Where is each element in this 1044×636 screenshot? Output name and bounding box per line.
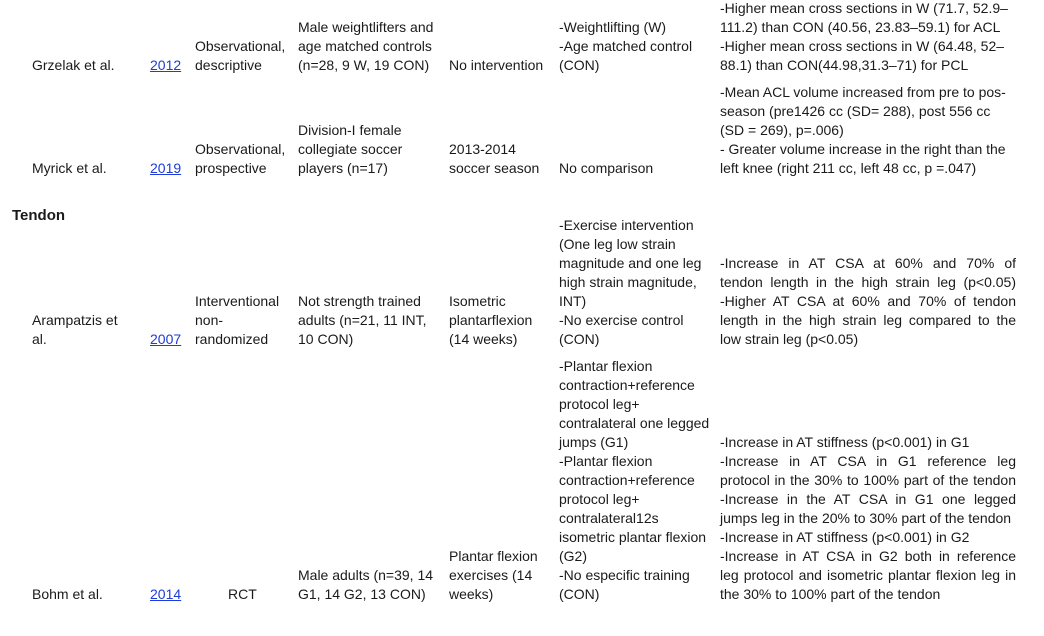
row-2-intervention-line: 2013-2014 <box>449 141 516 157</box>
row-1-comparison-line: (CON) <box>559 57 600 73</box>
year-link-3[interactable]: 2007 <box>150 331 182 347</box>
row-4-results-line: -Increase in AT stiffness (p<0.001) in G1 <box>720 434 970 450</box>
row-2-intervention-line: soccer season <box>449 160 540 176</box>
row-4-results-line: -Increase in AT CSA in G2 both in reference <box>720 548 1016 564</box>
section-heading-tendon: Tendon <box>12 207 66 224</box>
row-2-results-line: season (pre1426 cc (SD= 288), post 556 cc <box>720 103 991 119</box>
row-4-results-line: jumps leg in the 20% to 30% part of the tendon <box>720 510 1012 526</box>
row-4-comparison-line: -Plantar flexion <box>559 453 653 469</box>
row-3-results-line: tendon length in the high strain leg (p<0.05) <box>720 274 1016 290</box>
row-4-comparison-line: isometric plantar flexion <box>559 529 707 545</box>
row-4-results-line: -Increase in AT stiffness (p<0.001) in G2 <box>720 529 970 545</box>
row-4-comparison-line: contralateral12s <box>559 510 659 526</box>
row-3-author-line: al. <box>32 331 47 347</box>
row-1-participants-line: (n=28, 9 W, 19 CON) <box>298 57 430 73</box>
row-3-results-line: low strain leg (p<0.05) <box>720 331 859 347</box>
row-3-author-line: Arampatzis et <box>32 312 118 328</box>
row-1-participants-line: age matched controls <box>298 38 432 54</box>
row-3-design-line: Interventional <box>195 293 280 309</box>
row-3-comparison-line: high strain magnitude, <box>559 274 697 290</box>
row-3-intervention-line: (14 weeks) <box>449 331 518 347</box>
row-3-comparison-line: -Exercise intervention <box>559 217 694 233</box>
row-4-design-line: RCT <box>228 586 257 602</box>
row-1-intervention-line: No intervention <box>449 57 544 73</box>
row-1-results-line: -Higher mean cross sections in W (71.7, 52.9– <box>720 0 1008 16</box>
row-3-results-line: -Increase in AT CSA at 60% and 70% of <box>720 255 1016 271</box>
row-3-participants-line: adults (n=21, 11 INT, <box>298 312 427 328</box>
row-1-design-line: Observational, <box>195 38 286 54</box>
year-link-2[interactable]: 2019 <box>150 160 182 176</box>
year-link-4[interactable]: 2014 <box>150 586 182 602</box>
row-2-design-line: Observational, <box>195 141 286 157</box>
row-3-comparison-line: -No exercise control <box>559 312 684 328</box>
row-4-comparison-line: jumps (G1) <box>559 434 629 450</box>
row-4-comparison-line: -Plantar flexion <box>559 358 653 374</box>
row-3-results-line: length in the high strain leg compared to the <box>720 312 1016 328</box>
row-3-comparison-line: INT) <box>559 293 587 309</box>
row-4-participants-line: Male adults (n=39, 14 <box>298 567 434 583</box>
row-2-design-line: prospective <box>195 160 267 176</box>
row-4-comparison-line: protocol leg+ <box>559 396 640 412</box>
row-4-author-line: Bohm et al. <box>32 586 103 602</box>
row-3-intervention-line: Isometric <box>449 293 506 309</box>
row-2-participants-line: collegiate soccer <box>298 141 403 157</box>
row-3-design-line: randomized <box>195 331 269 347</box>
row-3-comparison-line: magnitude and one leg <box>559 255 702 271</box>
row-4-results-line: leg protocol and isometric plantar flexion leg in <box>720 567 1016 583</box>
row-4-intervention-line: weeks) <box>449 586 494 602</box>
row-2-participants-line: players (n=17) <box>298 160 388 176</box>
year-link-1[interactable]: 2012 <box>150 57 182 73</box>
row-3-participants-line: Not strength trained <box>298 293 421 309</box>
row-4-results-line: -Increase in the AT CSA in G1 one legged <box>720 491 1016 507</box>
row-4-participants-line: G1, 14 G2, 13 CON) <box>298 586 426 602</box>
row-3-results-line: -Higher AT CSA at 60% and 70% of tendon <box>720 293 1016 309</box>
row-3-participants-line: 10 CON) <box>298 331 354 347</box>
row-1-results-line: -Higher mean cross sections in W (64.48, 52– <box>720 38 1005 54</box>
row-4-comparison-line: (G2) <box>559 548 587 564</box>
row-1-participants-line: Male weightlifters and <box>298 19 434 35</box>
row-1-comparison-line: -Age matched control <box>559 38 693 54</box>
row-4-results-line: the 30% to 100% part of the tendon <box>720 586 941 602</box>
row-3-comparison-line: (CON) <box>559 331 600 347</box>
row-2-author-line: Myrick et al. <box>32 160 107 176</box>
row-1-comparison-line: -Weightlifting (W) <box>559 19 667 35</box>
row-4-comparison-line: -No especific training <box>559 567 690 583</box>
row-4-comparison-line: (CON) <box>559 586 600 602</box>
row-1-results-line: 88.1) than CON(44.98,31.3–71) for PCL <box>720 57 969 73</box>
row-4-comparison-line: contraction+reference <box>559 377 695 393</box>
row-1-design-line: descriptive <box>195 57 262 73</box>
row-3-intervention-line: plantarflexion <box>449 312 533 328</box>
row-3-comparison-line: (One leg low strain <box>559 236 676 252</box>
row-1-author-line: Grzelak et al. <box>32 57 115 73</box>
row-2-participants-line: Division-I female <box>298 122 402 138</box>
row-2-results-line: - Greater volume increase in the right than the <box>720 141 1006 157</box>
row-4-results-line: -Increase in AT CSA in G1 reference leg <box>720 453 1016 469</box>
row-4-comparison-line: contraction+reference <box>559 472 695 488</box>
row-3-design-line: non- <box>195 312 224 328</box>
row-2-comparison-line: No comparison <box>559 160 654 176</box>
row-4-intervention-line: Plantar flexion <box>449 548 538 564</box>
row-4-intervention-line: exercises (14 <box>449 567 533 583</box>
row-4-comparison-line: protocol leg+ <box>559 491 640 507</box>
row-4-comparison-line: contralateral one legged <box>559 415 710 431</box>
row-4-results-line: protocol in the 30% to 100% part of the tendon <box>720 472 1016 488</box>
row-2-results-line: left knee (right 211 cc, left 48 cc, p =.047) <box>720 160 977 176</box>
row-2-results-line: -Mean ACL volume increased from pre to pos- <box>720 84 1006 100</box>
row-1-results-line: 111.2) than CON (40.56, 23.83–59.1) for ACL <box>720 19 1001 35</box>
row-2-results-line: (SD = 269), p=.006) <box>720 122 844 138</box>
